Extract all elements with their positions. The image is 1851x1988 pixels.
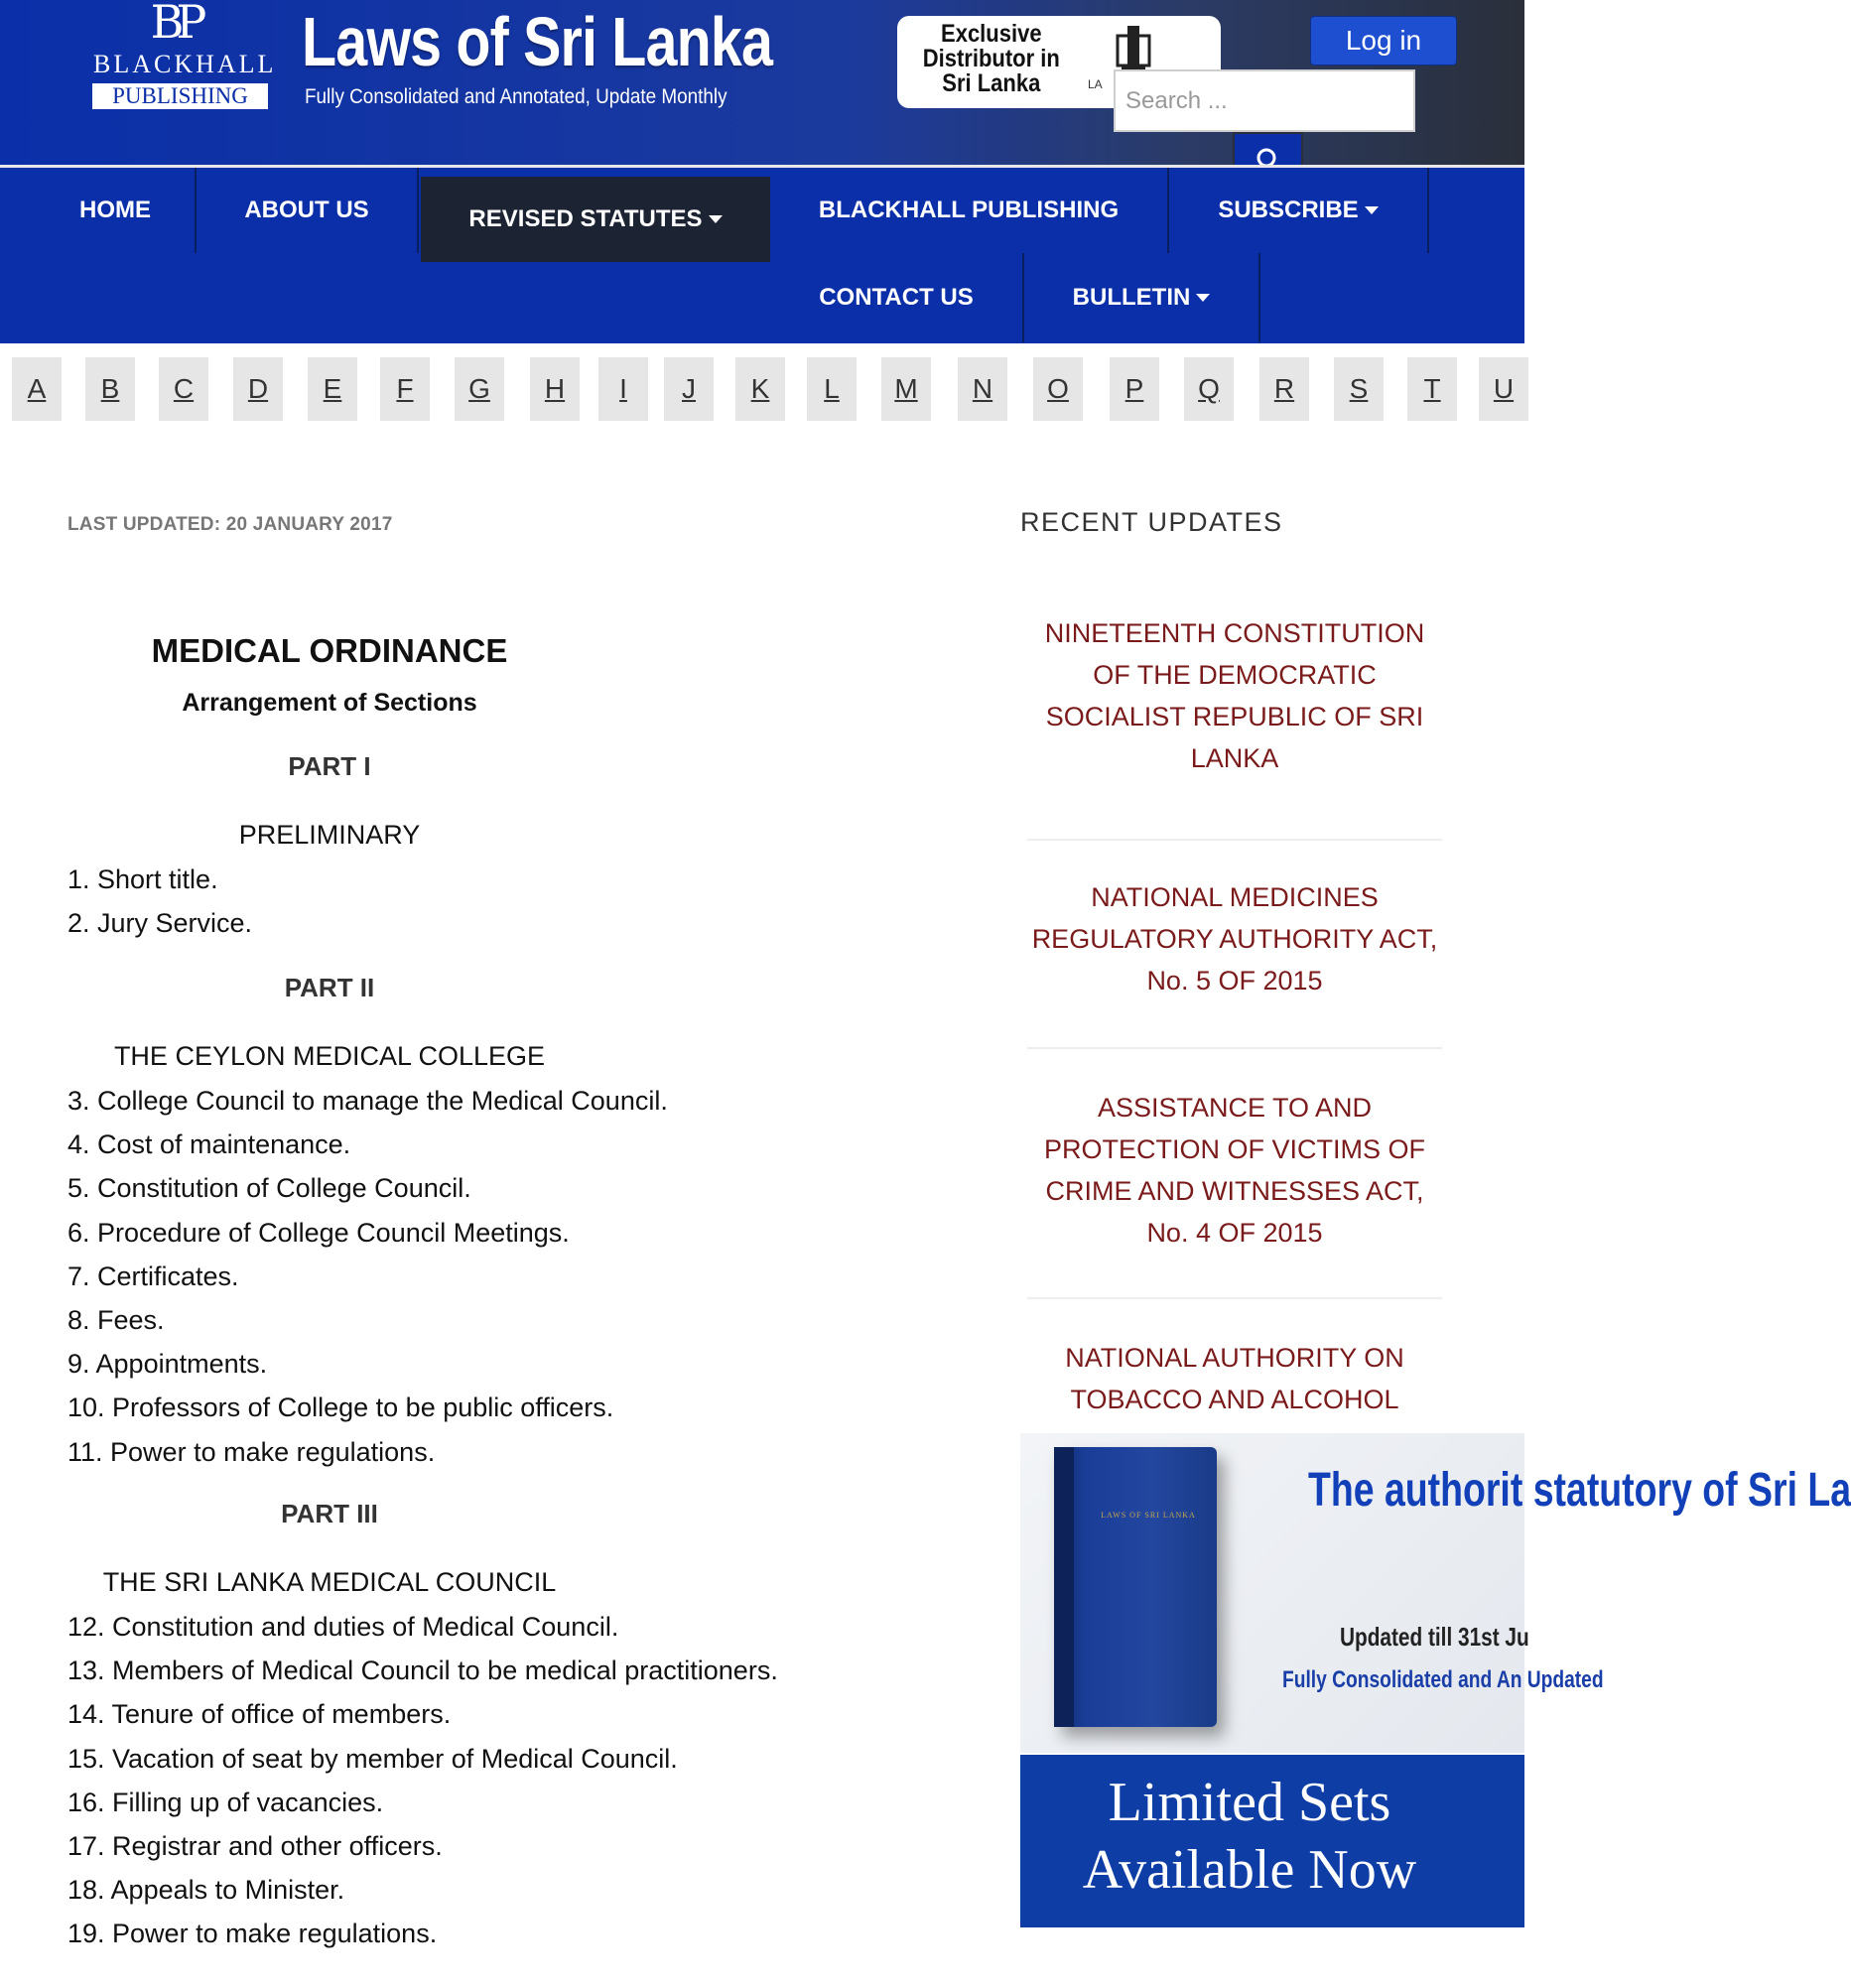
section-list (67, 858, 252, 945)
law-emblem-icon (1114, 22, 1153, 71)
section-item: 2. Jury Service. (67, 908, 253, 939)
part-heading: PART III (281, 1499, 378, 1528)
page-title: MEDICAL ORDINANCE (151, 632, 508, 669)
last-updated: LAST UPDATED: 20 JANUARY 2017 (67, 514, 393, 535)
recent-update-link[interactable]: NINETEENTH CONSTITUTION OF THE DEMOCRATIC SOCIALIST REPUBLIC OF SRI LANKA (1027, 607, 1442, 841)
alpha-link-f[interactable]: F (380, 357, 430, 421)
section-item: 9. Appointments. (67, 1349, 268, 1380)
caret-down-icon (1196, 294, 1210, 302)
alpha-link-c[interactable]: C (159, 357, 208, 421)
alphabet-index (0, 357, 1524, 421)
ad-bottom-panel (1020, 1755, 1524, 1927)
alpha-link-a[interactable]: A (12, 357, 62, 421)
alpha-link-k[interactable]: K (735, 357, 785, 421)
section-item: 3. College Council to manage the Medical Council. (67, 1086, 668, 1116)
logo-publishing[interactable]: PUBLISHING (92, 83, 268, 109)
alpha-link-l[interactable]: L (807, 357, 857, 421)
section-item: 15. Vacation of seat by member of Medical Council. (67, 1743, 678, 1774)
search-button[interactable] (1233, 132, 1303, 165)
section-item: 16. Filling up of vacancies. (67, 1787, 384, 1817)
alpha-link-o[interactable]: O (1033, 357, 1083, 421)
caret-down-icon (1365, 206, 1379, 214)
alpha-link-t[interactable]: T (1407, 357, 1457, 421)
book-advertisement[interactable] (1020, 1433, 1851, 1927)
alpha-link-i[interactable]: I (598, 357, 648, 421)
alpha-link-h[interactable]: H (530, 357, 580, 421)
nav-label: ABOUT US (244, 197, 369, 223)
alpha-link-j[interactable]: J (664, 357, 714, 421)
alpha-link-s[interactable]: S (1334, 357, 1384, 421)
section-item: 17. Registrar and other officers. (67, 1831, 443, 1862)
nav-revised-statutes[interactable] (421, 177, 770, 262)
page-subtitle: Arrangement of Sections (182, 689, 477, 717)
ad-consolidated-text: Fully Consolidated and An Updated (1282, 1666, 1604, 1693)
alpha-link-p[interactable]: P (1110, 357, 1159, 421)
caret-down-icon (709, 215, 723, 223)
part-name: PRELIMINARY (238, 820, 421, 850)
ad-updated-text: Updated till 31st Ju (1340, 1622, 1529, 1652)
section-item: 6. Procedure of College Council Meetings. (67, 1217, 570, 1248)
book-image (1054, 1447, 1217, 1727)
nav-home[interactable] (36, 168, 197, 253)
book-spine (1054, 1447, 1074, 1727)
nav-label: HOME (79, 197, 151, 223)
nav-label: BULLETIN (1072, 284, 1191, 311)
search-input[interactable] (1114, 69, 1415, 132)
section-list (67, 1079, 668, 1474)
nav-label: CONTACT US (819, 284, 974, 311)
nav-blackhall-publishing[interactable] (770, 168, 1169, 253)
book-cover-title: LAWS OF SRI LANKA (1101, 1511, 1196, 1520)
alpha-link-m[interactable]: M (881, 357, 931, 421)
site-tagline: Fully Consolidated and Annotated, Update Monthly (305, 85, 727, 108)
section-item: 10. Professors of College to be public officers. (67, 1392, 614, 1423)
distributor-text: Exclusive Distributor in Sri Lanka (922, 20, 1060, 97)
alpha-link-d[interactable]: D (233, 357, 283, 421)
section-item: 19. Power to make regulations. (67, 1919, 438, 1949)
distributor-badge: LA (1088, 77, 1103, 91)
nav-label: SUBSCRIBE (1218, 197, 1359, 223)
alpha-link-b[interactable]: B (85, 357, 135, 421)
section-item: 13. Members of Medical Council to be medical practitioners. (67, 1656, 778, 1686)
recent-update-link[interactable]: NATIONAL AUTHORITY ON TOBACCO AND ALCOHOL (1065, 1343, 1404, 1414)
recent-update-link[interactable]: NATIONAL MEDICINES REGULATORY AUTHORITY ACT, No. 5 OF 2015 (1027, 841, 1442, 1049)
nav-about-us[interactable] (197, 168, 419, 253)
alpha-link-r[interactable]: R (1259, 357, 1309, 421)
ad-limited-sets: Limited Sets Available Now (1082, 1772, 1417, 1901)
section-item: 7. Certificates. (67, 1260, 239, 1291)
part-name: THE SRI LANKA MEDICAL COUNCIL (102, 1567, 557, 1597)
recent-updates-list[interactable] (1027, 607, 1442, 1414)
section-item: 11. Power to make regulations. (67, 1436, 436, 1467)
section-list (67, 1605, 778, 1956)
alpha-link-u[interactable]: U (1479, 357, 1528, 421)
alpha-link-g[interactable]: G (455, 357, 504, 421)
section-item: 18. Appeals to Minister. (67, 1875, 345, 1906)
section-item: 12. Constitution and duties of Medical Council. (67, 1612, 619, 1642)
part-name: THE CEYLON MEDICAL COLLEGE (113, 1041, 546, 1071)
site-header (0, 0, 1524, 165)
section-item: 8. Fees. (67, 1305, 165, 1336)
ad-headline: The authorit statutory of Sri La (1308, 1464, 1851, 1517)
recent-updates-heading: RECENT UPDATES (1020, 507, 1283, 537)
nav-subscribe[interactable] (1169, 168, 1429, 253)
logo-wordmark[interactable]: BLACKHALL (93, 50, 277, 78)
alpha-link-n[interactable]: N (958, 357, 1007, 421)
alpha-link-e[interactable]: E (308, 357, 357, 421)
nav-contact-us[interactable] (770, 253, 1024, 342)
part-heading: PART I (288, 751, 371, 781)
alpha-link-q[interactable]: Q (1184, 357, 1234, 421)
section-item: 5. Constitution of College Council. (67, 1173, 471, 1204)
section-item: 4. Cost of maintenance. (67, 1129, 351, 1160)
recent-update-link[interactable]: ASSISTANCE TO AND PROTECTION OF VICTIMS OF CRIME AND WITNESSES ACT, No. 4 OF 2015 (1027, 1049, 1442, 1299)
ad-top-panel (1020, 1433, 1851, 1753)
nav-label: BLACKHALL PUBLISHING (818, 197, 1120, 223)
section-item: 14. Tenure of office of members. (67, 1699, 452, 1730)
main-nav (0, 165, 1524, 343)
login-button[interactable]: Log in (1310, 16, 1457, 66)
part-heading: PART II (284, 973, 375, 1002)
nav-label: REVISED STATUTES (468, 205, 703, 232)
section-item: 1. Short title. (67, 864, 218, 894)
blackhall-logo-icon[interactable]: BP (150, 0, 199, 49)
nav-bulletin[interactable] (1024, 253, 1260, 342)
site-title[interactable]: Laws of Sri Lanka (302, 3, 773, 80)
